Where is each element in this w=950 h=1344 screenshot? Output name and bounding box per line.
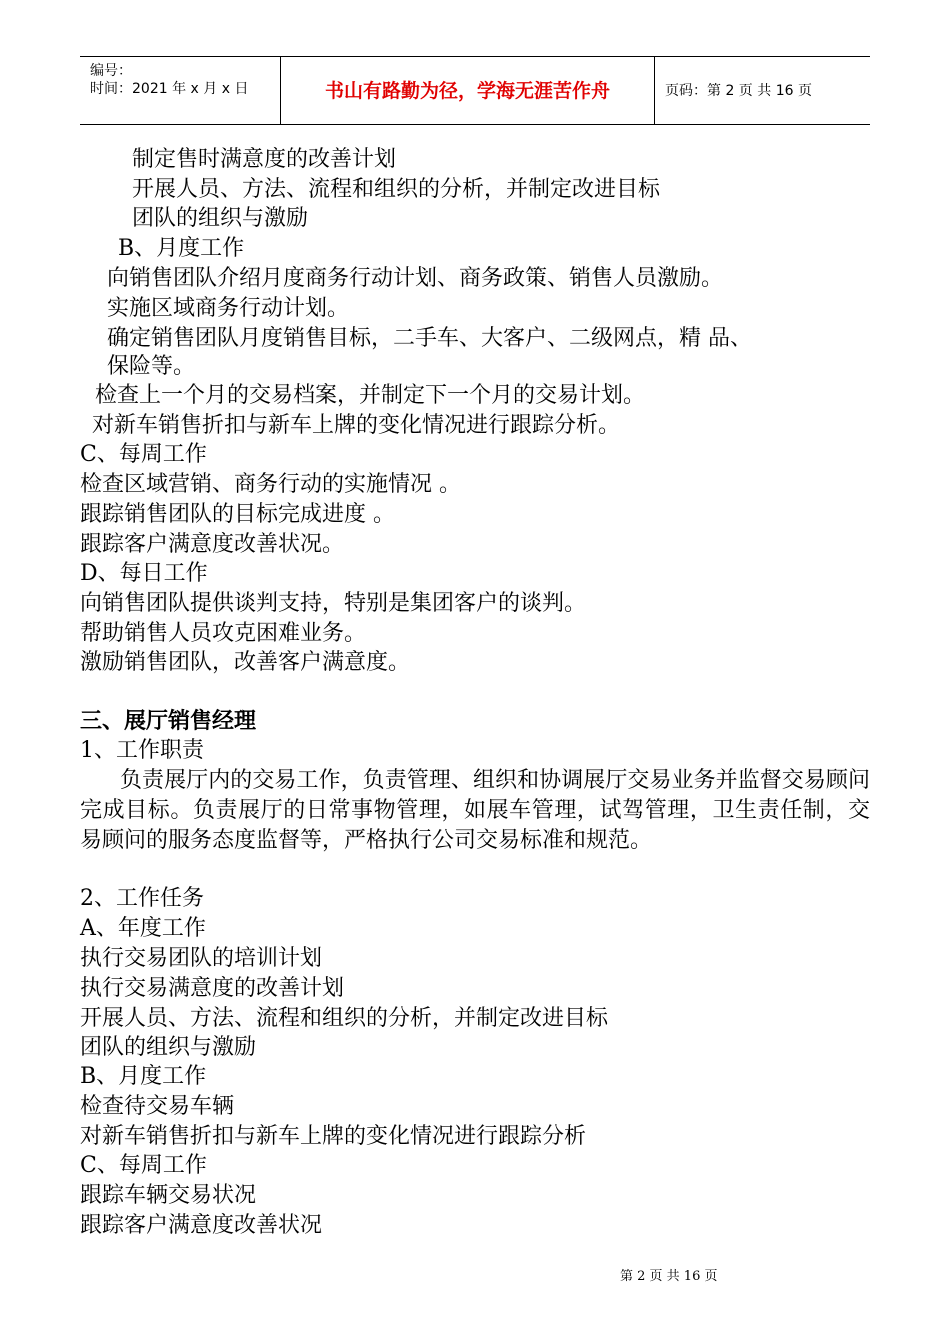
body-line: 激励销售团队，改善客户满意度。	[80, 650, 411, 675]
section-title: 三、展厅销售经理	[80, 709, 257, 734]
body-line: 跟踪销售团队的目标完成进度 。	[80, 502, 395, 527]
body-line: B、月度工作	[118, 236, 245, 261]
time-label: 时间：2021 年 x 月 x 日	[90, 81, 249, 97]
number-label: 编号：	[90, 63, 132, 79]
body-line: 跟踪客户满意度改善状况。	[80, 532, 345, 557]
body-line: 检查区域营销、商务行动的实施情况 。	[80, 472, 461, 497]
task-item: 执行交易满意度的改善计划	[80, 976, 345, 1001]
header-page-label: 页码：第 2 页 共 16 页	[665, 83, 812, 99]
body-line: 对新车销售折扣与新车上牌的变化情况进行跟踪分析。	[92, 413, 621, 438]
body-line: 帮助销售人员攻克困难业务。	[80, 621, 367, 646]
duty-heading: 1、工作职责	[80, 738, 204, 763]
body-line: 保险等。	[107, 354, 196, 379]
task-item: 开展人员、方法、流程和组织的分析，并制定改进目标	[80, 1006, 609, 1031]
task-item: C、每周工作	[80, 1153, 207, 1178]
task-item: 跟踪车辆交易状况	[80, 1183, 257, 1208]
header-motto: 书山有路勤为径，学海无涯苦作舟	[281, 57, 655, 124]
header-meta	[80, 57, 281, 124]
task-item: 检查待交易车辆	[80, 1094, 235, 1119]
task-item: 团队的组织与激励	[80, 1035, 257, 1060]
page-footer: 第 2 页 共 16 页	[620, 1269, 718, 1284]
body-line: 向销售团队介绍月度商务行动计划、商务政策、销售人员激励。	[107, 266, 724, 291]
body-line: 制定售时满意度的改善计划	[132, 147, 397, 172]
body-line: 向销售团队提供谈判支持，特别是集团客户的谈判。	[80, 591, 587, 616]
body-line: 开展人员、方法、流程和组织的分析，并制定改进目标	[132, 177, 661, 202]
duty-paragraph: 负责展厅内的交易工作，负责管理、组织和协调展厅交易业务并监督交易顾问完成目标。负责展厅的日常事物管理，如展车管理，试驾管理，卫生责任制，交易顾问的服务态度监督等，严格执行公司交易标准和规范。	[80, 768, 870, 853]
body-line: 实施区域商务行动计划。	[107, 296, 350, 321]
task-item: 对新车销售折扣与新车上牌的变化情况进行跟踪分析	[80, 1124, 587, 1149]
body-line: 检查上一个月的交易档案，并制定下一个月的交易计划。	[95, 383, 646, 408]
task-heading: 2、工作任务	[80, 886, 204, 911]
task-item: B、月度工作	[80, 1064, 207, 1089]
task-item: 跟踪客户满意度改善状况	[80, 1213, 323, 1238]
body-line: 团队的组织与激励	[132, 206, 309, 231]
task-item: A、年度工作	[80, 916, 206, 941]
body-line: C、每周工作	[80, 442, 207, 467]
body-line: D、每日工作	[80, 561, 208, 586]
body-line: 确定销售团队月度销售目标，二手车、大客户、二级网点，精 品、	[107, 326, 752, 351]
task-item: 执行交易团队的培训计划	[80, 946, 323, 971]
page-header	[80, 56, 870, 125]
